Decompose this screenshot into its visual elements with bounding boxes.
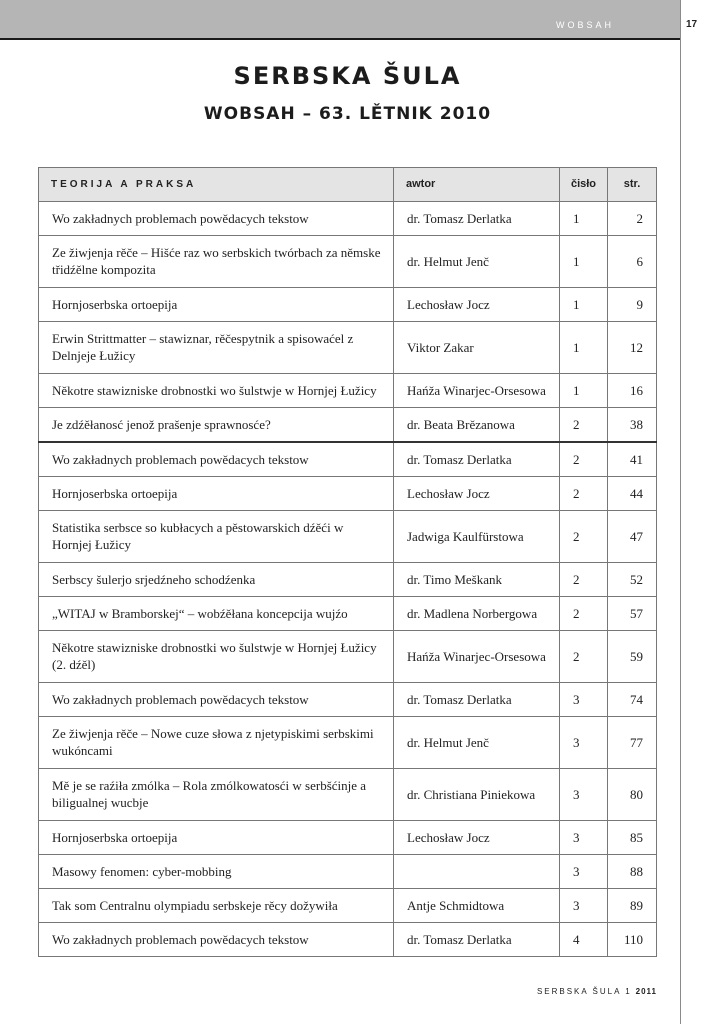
table-row (39, 855, 657, 889)
table-row (39, 769, 657, 821)
article-issue: 1 (560, 288, 608, 322)
article-author: Hańža Winarjec-Orsesowa (394, 631, 560, 683)
article-page: 88 (608, 855, 657, 889)
margin-rule (680, 0, 681, 1024)
footer-journal: SERBSKA ŠULA 1 (536, 987, 632, 996)
article-issue: 3 (560, 683, 608, 717)
article-title: Tak som Centralnu olympiadu serbskeje rěcy dožywiła (39, 889, 394, 923)
article-issue: 2 (560, 408, 608, 443)
article-issue: 1 (560, 236, 608, 288)
table-row (39, 631, 657, 683)
article-issue: 4 (560, 923, 608, 957)
article-page: 59 (608, 631, 657, 683)
table-row (39, 202, 657, 236)
article-page: 16 (608, 374, 657, 408)
article-author: Hańža Winarjec-Orsesowa (394, 374, 560, 408)
article-author (394, 855, 560, 889)
article-author: dr. Madlena Norbergowa (394, 597, 560, 631)
table-row (39, 374, 657, 408)
page-number: 17 (686, 19, 698, 30)
article-author: dr. Beata Brězanowa (394, 408, 560, 443)
page-subtitle: WOBSAH – 63. LĚTNIK 2010 (203, 104, 492, 124)
table-row (39, 442, 657, 477)
article-issue: 2 (560, 477, 608, 511)
article-issue: 1 (560, 202, 608, 236)
running-title: WOBSAH (555, 20, 614, 30)
article-title: Ze žiwjenja rěče – Hišće raz wo serbskich twórbach za němske třidźělne kompozita (39, 236, 394, 288)
article-issue: 3 (560, 889, 608, 923)
article-title: Někotre stawizniske drobnostki wo šulstwje w Hornjej Łužicy (39, 374, 394, 408)
article-issue: 2 (560, 442, 608, 477)
article-page: 44 (608, 477, 657, 511)
article-title: „WITAJ w Bramborskej“ – wobźěłana koncepcija wujźo (39, 597, 394, 631)
article-page: 47 (608, 511, 657, 563)
table-row (39, 821, 657, 855)
article-title: Statistika serbsce so kubłacych a pěstowarskich dźěći w Hornjej Łužicy (39, 511, 394, 563)
article-author: Antje Schmidtowa (394, 889, 560, 923)
article-title: Wo zakładnych problemach powědacych tekstow (39, 923, 394, 957)
article-author: dr. Tomasz Derlatka (394, 683, 560, 717)
footer-year: 2011 (635, 987, 657, 996)
table-row (39, 511, 657, 563)
article-author: Jadwiga Kaulfürstowa (394, 511, 560, 563)
table-row (39, 717, 657, 769)
article-author: dr. Helmut Jenč (394, 717, 560, 769)
article-page: 2 (608, 202, 657, 236)
header-section: TEORIJA A PRAKSA (39, 168, 394, 202)
table-header-row (39, 168, 657, 202)
article-issue: 2 (560, 597, 608, 631)
table-row (39, 236, 657, 288)
article-title: Wo zakładnych problemach powědacych tekstow (39, 202, 394, 236)
article-issue: 3 (560, 855, 608, 889)
table-row (39, 683, 657, 717)
article-page: 57 (608, 597, 657, 631)
article-author: dr. Tomasz Derlatka (394, 442, 560, 477)
article-author: Viktor Zakar (394, 322, 560, 374)
article-title: Wo zakładnych problemach powědacych tekstow (39, 442, 394, 477)
table-row (39, 288, 657, 322)
article-issue: 2 (560, 511, 608, 563)
article-author: Lechosław Jocz (394, 821, 560, 855)
page-footer (537, 987, 657, 996)
table-row (39, 597, 657, 631)
header-bar (0, 0, 680, 40)
article-title: Je zdźěłanosć jenož prašenje sprawnosće? (39, 408, 394, 443)
table-row (39, 408, 657, 443)
article-page: 74 (608, 683, 657, 717)
header-author: awtor (394, 168, 560, 202)
article-author: Lechosław Jocz (394, 477, 560, 511)
article-title: Serbscy šulerjo srjedźneho schodźenka (39, 563, 394, 597)
article-issue: 2 (560, 631, 608, 683)
table-row (39, 923, 657, 957)
article-issue: 1 (560, 322, 608, 374)
article-page: 6 (608, 236, 657, 288)
table-row (39, 477, 657, 511)
article-issue: 3 (560, 717, 608, 769)
article-page: 9 (608, 288, 657, 322)
article-page: 77 (608, 717, 657, 769)
contents-table (38, 167, 657, 957)
article-title: Masowy fenomen: cyber-mobbing (39, 855, 394, 889)
article-page: 110 (608, 923, 657, 957)
article-author: dr. Tomasz Derlatka (394, 202, 560, 236)
article-page: 89 (608, 889, 657, 923)
article-title: Erwin Strittmatter – stawiznar, rěčespytnik a spisowaćel z Delnjeje Łužicy (39, 322, 394, 374)
article-issue: 3 (560, 769, 608, 821)
article-page: 52 (608, 563, 657, 597)
article-issue: 3 (560, 821, 608, 855)
article-title: Hornjoserbska ortoepija (39, 477, 394, 511)
article-title: Mě je se raźiła zmólka – Rola zmólkowatosći w serbšćinje a biligualnej wucbje (39, 769, 394, 821)
article-page: 38 (608, 408, 657, 443)
article-author: dr. Helmut Jenč (394, 236, 560, 288)
article-page: 85 (608, 821, 657, 855)
header-page: str. (608, 168, 657, 202)
article-title: Hornjoserbska ortoepija (39, 288, 394, 322)
table-row (39, 322, 657, 374)
article-title: Wo zakładnych problemach powědacych tekstow (39, 683, 394, 717)
table-row (39, 563, 657, 597)
header-issue: čisło (560, 168, 608, 202)
table-row (39, 889, 657, 923)
article-page: 80 (608, 769, 657, 821)
page-title: SERBSKA ŠULA (233, 62, 462, 90)
article-title: Hornjoserbska ortoepija (39, 821, 394, 855)
article-author: dr. Tomasz Derlatka (394, 923, 560, 957)
article-title: Někotre stawizniske drobnostki wo šulstwje w Hornjej Łužicy (2. dźěl) (39, 631, 394, 683)
article-issue: 1 (560, 374, 608, 408)
article-author: Lechosław Jocz (394, 288, 560, 322)
article-author: dr. Christiana Piniekowa (394, 769, 560, 821)
article-page: 12 (608, 322, 657, 374)
article-title: Ze žiwjenja rěče – Nowe cuze słowa z njetypiskimi serbskimi wukóncami (39, 717, 394, 769)
article-issue: 2 (560, 563, 608, 597)
article-author: dr. Timo Meškank (394, 563, 560, 597)
article-page: 41 (608, 442, 657, 477)
